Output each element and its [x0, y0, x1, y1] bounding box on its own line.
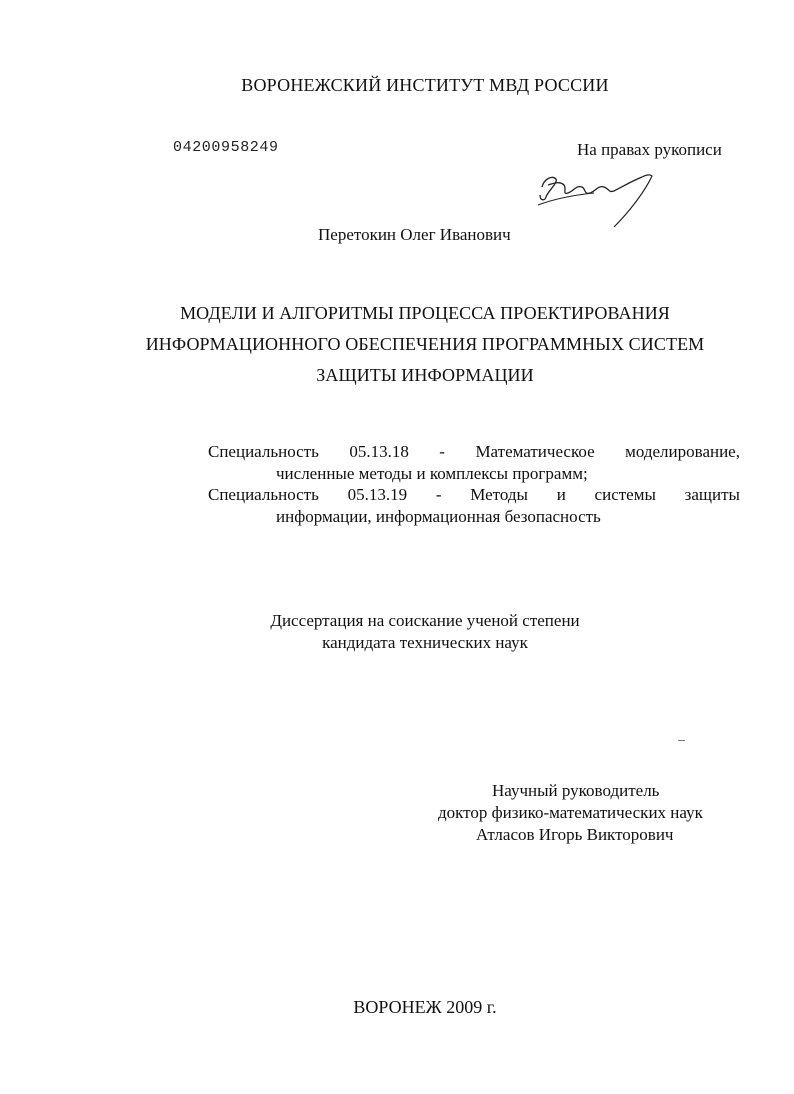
- specialty-continuation: информации, информационная безопасность: [276, 507, 601, 526]
- title-line: МОДЕЛИ И АЛГОРИТМЫ ПРОЦЕССА ПРОЕКТИРОВАНИЯ: [180, 303, 670, 323]
- specialty-name-word: и: [556, 485, 566, 504]
- degree-statement: [240, 610, 610, 654]
- specialty-dash: -: [439, 442, 445, 461]
- specialty-name-word: Математическое: [475, 442, 595, 461]
- specialty-entry: [208, 484, 740, 528]
- specialty-entry: [208, 441, 740, 485]
- supervisor-degree: доктор физико-математических наук: [438, 803, 703, 822]
- rights-note: На правах рукописи: [577, 140, 722, 159]
- supervisor-block: [438, 780, 738, 846]
- city-year: ВОРОНЕЖ 2009 г.: [353, 997, 497, 1017]
- title-line: ЗАЩИТЫ ИНФОРМАЦИИ: [316, 365, 534, 385]
- supervisor-name: Атласов Игорь Викторович: [476, 825, 674, 844]
- dissertation-title: [100, 298, 750, 391]
- specialty-name-word: защиты: [684, 485, 740, 504]
- handwritten-signature: [534, 165, 664, 235]
- specialty-code: 05.13.18: [349, 442, 409, 461]
- specialty-continuation: численные методы и комплексы программ;: [276, 464, 588, 483]
- specialty-name-word: системы: [594, 485, 656, 504]
- degree-line: Диссертация на соискание ученой степени: [270, 611, 580, 630]
- specialty-dash: -: [435, 485, 442, 504]
- title-line: ИНФОРМАЦИОННОГО ОБЕСПЕЧЕНИЯ ПРОГРАММНЫХ СИСТЕМ: [145, 334, 705, 354]
- supervisor-label: Научный руководитель: [492, 781, 660, 800]
- specialty-code: 05.13.19: [347, 485, 408, 504]
- stray-mark: [678, 740, 685, 741]
- degree-line: кандидата технических наук: [322, 633, 528, 652]
- institute-name: ВОРОНЕЖСКИЙ ИНСТИТУТ МВД РОССИИ: [241, 75, 609, 95]
- specialty-name-word: Методы: [470, 485, 528, 504]
- author-name: Перетокин Олег Иванович: [318, 225, 511, 244]
- specialty-name-word: моделирование,: [625, 442, 740, 461]
- specialty-label: Специальность: [208, 485, 319, 504]
- specialty-label: Специальность: [208, 442, 319, 461]
- inventory-number: 04200958249: [173, 139, 279, 156]
